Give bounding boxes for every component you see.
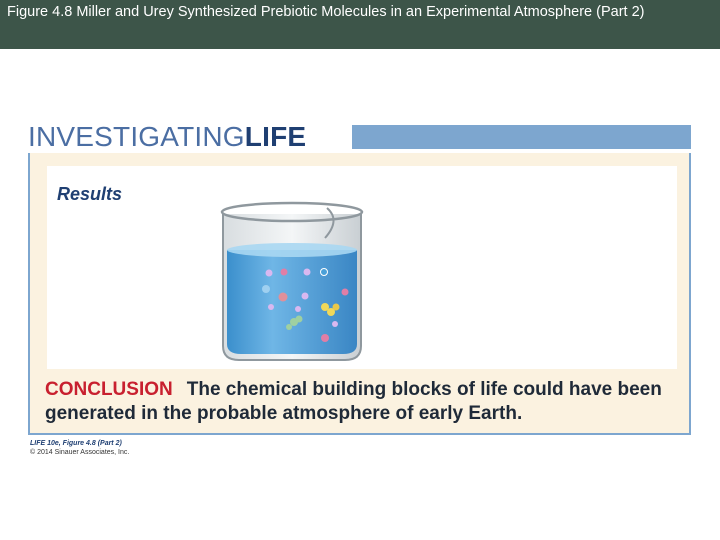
slide-title: Figure 4.8 Miller and Urey Synthesized Prebiotic Molecules in an Experimental Atmosphere (Part 2) bbox=[0, 0, 720, 49]
conclusion-statement bbox=[45, 378, 685, 426]
edition-label: LIFE 10e, Figure 4.8 (Part 2) bbox=[30, 440, 122, 447]
results-heading: Results bbox=[57, 184, 123, 204]
brand-light-text: INVESTIGATING bbox=[28, 121, 245, 152]
investigating-life-logo bbox=[28, 121, 306, 153]
brand-bold-text: LIFE bbox=[244, 121, 307, 152]
beaker-illustration bbox=[209, 188, 375, 370]
conclusion-label: CONCLUSION bbox=[45, 379, 173, 400]
figure-frame bbox=[28, 153, 691, 435]
figure-credit bbox=[30, 439, 129, 457]
header-accent-bar bbox=[352, 125, 691, 149]
water-surface bbox=[227, 243, 357, 257]
results-panel bbox=[47, 166, 677, 369]
copyright-label: © 2014 Sinauer Associates, Inc. bbox=[30, 449, 130, 456]
conclusion-text: The chemical building blocks of life could have been generated in the probable atmosphere of early Earth. bbox=[45, 379, 662, 424]
beaker-water bbox=[227, 250, 357, 354]
investigating-life-header bbox=[28, 121, 691, 153]
